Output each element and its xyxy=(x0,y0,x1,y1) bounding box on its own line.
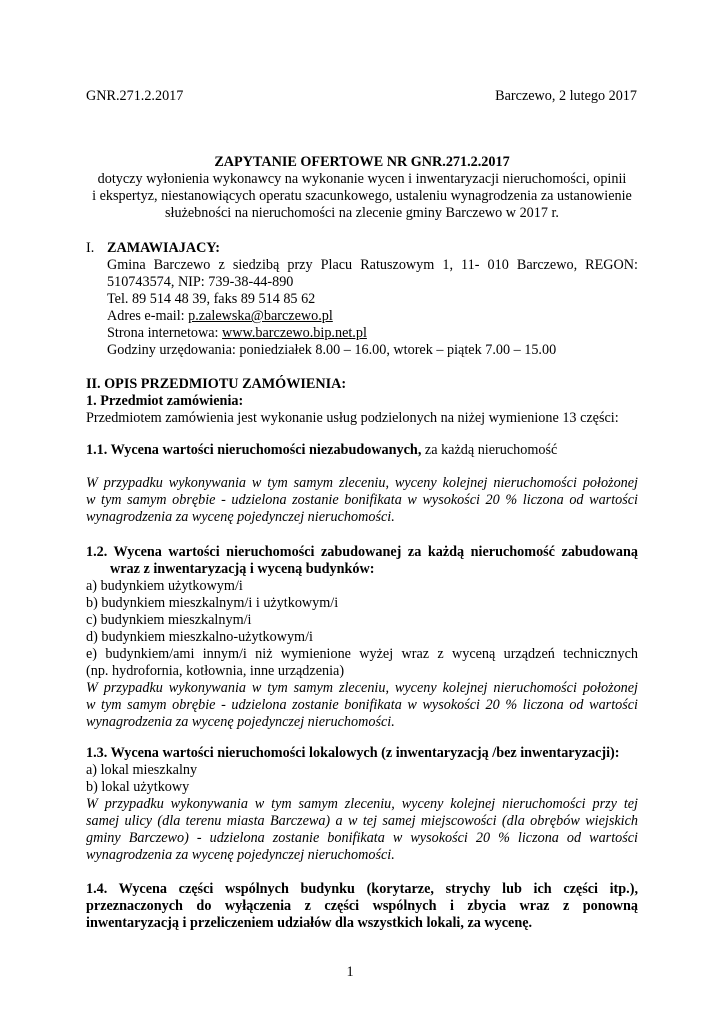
website-link[interactable]: www.barczewo.bip.net.pl xyxy=(222,325,367,341)
part-1-2-item-a: a) budynkiem użytkowym/i xyxy=(86,578,243,594)
title-line-3: służebności na nieruchomości na zlecenie gminy Barczewo w 2017 r. xyxy=(165,205,559,221)
part-1-2-note-line-1: W przypadku wykonywania w tym samym zleceniu, wyceny kolejnej nieruchomości położonej xyxy=(86,680,638,696)
section-1-heading: ZAMAWIAJACY: xyxy=(107,240,220,256)
part-1-3-item-a: a) lokal mieszkalny xyxy=(86,762,198,778)
website-label: Strona internetowa: xyxy=(107,325,223,341)
part-1-1-heading-bold: 1.1. Wycena wartości nieruchomości niezabudowanych, xyxy=(86,442,422,458)
email-label: Adres e-mail: xyxy=(107,308,189,324)
part-1-2-heading-line-2: wraz z inwentaryzacją i wyceną budynków: xyxy=(110,561,375,577)
email-line xyxy=(107,308,333,325)
part-1-2-item-b: b) budynkiem mieszkalnym/i i użytkowym/i xyxy=(86,595,339,611)
part-1-4-heading-line-2: przeznaczonych do wyłączenia z części wspólnych i zbycia wraz z ponowną xyxy=(86,898,638,914)
section-1-line-2: 510743574, NIP: 739-38-44-890 xyxy=(107,274,294,290)
email-link[interactable]: p.zalewska@barczewo.pl xyxy=(188,308,333,324)
part-1-2-heading-line-1: 1.2. Wycena wartości nieruchomości zabudowanej za każdą nieruchomość zabudowaną xyxy=(86,544,638,560)
office-hours: Godziny urzędowania: poniedziałek 8.00 – 16.00, wtorek – piątek 7.00 – 15.00 xyxy=(107,342,557,358)
part-1-1-note-line-3: wynagrodzenia za wycenę pojedynczej nieruchomości. xyxy=(86,509,395,525)
part-1-3-item-b: b) lokal użytkowy xyxy=(86,779,190,795)
part-1-1-note-line-2: w tym samym obrębie - udzielona zostanie bonifikata w wysokości 20 % liczona od wartości xyxy=(86,492,638,508)
part-1-2-item-e: e) budynkiem/ami innym/i niż wymienione wyżej wraz z wyceną urządzeń technicznych xyxy=(86,646,638,662)
part-1-2-item-e-cont: (np. hydrofornia, kotłownia, inne urządzenia) xyxy=(86,663,345,679)
part-1-1-note-line-1: W przypadku wykonywania w tym samym zleceniu, wyceny kolejnej nieruchomości położonej xyxy=(86,475,638,491)
part-1-2-item-d: d) budynkiem mieszkalno-użytkowym/i xyxy=(86,629,313,645)
part-1-2-note-line-3: wynagrodzenia za wycenę pojedynczej nieruchomości. xyxy=(86,714,395,730)
part-1-3-note-line-2: samej ulicy (dla terenu miasta Barczewa) a w tej samej miejscowości (dla obrębów wiejskich xyxy=(86,813,638,829)
section-1-line-1: Gmina Barczewo z siedzibą przy Placu Ratuszowym 1, 11- 010 Barczewo, REGON: xyxy=(107,257,638,273)
part-1-2-item-c: c) budynkiem mieszkalnym/i xyxy=(86,612,252,628)
title-line-2: i ekspertyz, niestanowiących operatu szacunkowego, ustaleniu wynagrodzenia za ustanowienie xyxy=(92,188,632,204)
place-date: Barczewo, 2 lutego 2017 xyxy=(495,88,637,104)
part-1-2-note-line-2: w tym samym obrębie - udzielona zostanie bonifikata w wysokości 20 % liczona od wartości xyxy=(86,697,638,713)
section-2-subheading: 1. Przedmiot zamówienia: xyxy=(86,393,244,409)
section-2-intro: Przedmiotem zamówienia jest wykonanie usług podzielonych na niżej wymienione 13 części: xyxy=(86,410,619,426)
section-1-line-3: Tel. 89 514 48 39, faks 89 514 85 62 xyxy=(107,291,316,307)
part-1-3-note-line-1: W przypadku wykonywania w tym samym zleceniu, wyceny kolejnej nieruchomości przy tej xyxy=(86,796,638,812)
section-1-number: I. xyxy=(86,240,95,256)
part-1-3-note-line-3: gminy Barczewo) - udzielona zostanie bonifikata w wysokości 20 % liczona od wartości xyxy=(86,830,638,846)
reference-number: GNR.271.2.2017 xyxy=(86,88,184,104)
part-1-1-heading-rest: za każdą nieruchomość xyxy=(421,442,558,458)
part-1-3-heading: 1.3. Wycena wartości nieruchomości lokalowych (z inwentaryzacją /bez inwentaryzacji): xyxy=(86,745,620,761)
page-number: 1 xyxy=(346,964,354,980)
part-1-4-heading-line-3: inwentaryzacją i przeliczeniem udziałów dla wszystkich lokali, za wycenę. xyxy=(86,915,533,931)
part-1-3-note-line-4: wynagrodzenia za wycenę pojedynczej nieruchomości. xyxy=(86,847,395,863)
part-1-4-heading-line-1: 1.4. Wycena części wspólnych budynku (korytarze, strychy lub ich części itp.), xyxy=(86,881,638,897)
section-2-heading: II. OPIS PRZEDMIOTU ZAMÓWIENIA: xyxy=(86,376,347,392)
part-1-1-heading xyxy=(86,442,557,459)
website-line xyxy=(107,325,367,342)
document-title: ZAPYTANIE OFERTOWE NR GNR.271.2.2017 xyxy=(214,154,510,170)
title-line-1: dotyczy wyłonienia wykonawcy na wykonanie wycen i inwentaryzacji nieruchomości, opinii xyxy=(97,171,627,187)
